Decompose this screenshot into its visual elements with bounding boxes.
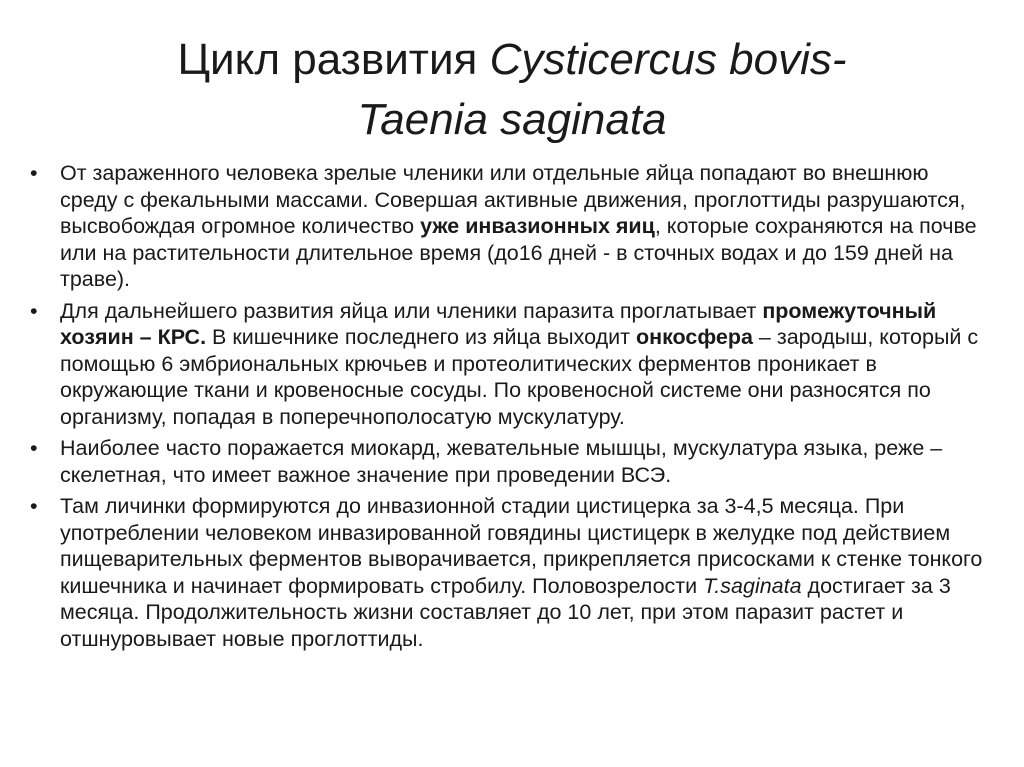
bullet-dot: • xyxy=(30,161,38,185)
bullet-dot: • xyxy=(30,494,38,518)
bullet-4-text: Там личинки формируются до инвазионной стадии цистицерка за 3-4,5 месяца. При употреблении человеком инвазированной говядины цистицерк в желудке под действием пищеварительных ферментов выворачивается, прикрепляется присосками к стенке тонкого кишечника и начинает формировать стробилу. Половозрелости xyxy=(60,494,983,598)
bullet-item-2 xyxy=(30,298,990,431)
bullet-2-text-end: – зародыш, который с помощью 6 эмбриональных крючьев и протеолитических ферментов проникает в окружающие ткани и кровеносные сосуды. По кровеносной системе они разносятся по организму, попадая в поперечнополосатую мускулатуру. xyxy=(60,325,979,429)
title-species-adult: Taenia saginata xyxy=(357,95,667,144)
bullet-1-text: От зараженного человека зрелые членики или отдельные яйца попадают во внешнюю среду с фекальными массами. Совершая активные движения, проглоттиды разрушаются, высвобождая огромное количество xyxy=(60,161,966,238)
bullet-dot: • xyxy=(30,436,38,460)
bullet-3-text: Наиболее часто поражается миокард, жевательные мышцы, мускулатура языка, реже – скелетная, что имеет важное значение при проведении ВСЭ. xyxy=(60,436,943,487)
bullet-item-3 xyxy=(30,435,990,488)
bullet-dot: • xyxy=(30,298,38,323)
bullet-2-bold-oncosphere: онкосфера xyxy=(635,325,753,349)
bullet-2-text-mid: В кишечнике последнего из яйца выходит xyxy=(206,325,636,349)
bullet-item-1 xyxy=(30,160,990,293)
title-species-larva: Cysticercus bovis- xyxy=(489,35,847,84)
bullet-2-text: Для дальнейшего развития яйца или членики паразита проглатывает xyxy=(60,298,763,323)
bullet-1-bold: уже инвазионных яиц xyxy=(420,214,655,238)
bullet-1-text-end: , которые сохраняются на почве или на растительности длительное время (до16 дней - в сточных водах и до 159 дней на траве). xyxy=(60,214,977,291)
slide-title xyxy=(40,30,984,150)
bullet-list xyxy=(30,160,990,657)
bullet-4-text-end: достигает за 3 месяца. Продолжительность жизни составляет до 10 лет, при этом паразит растет и отшнуровывает новые проглоттиды. xyxy=(60,573,951,651)
bullet-4-italic-species: T.saginata xyxy=(703,573,802,598)
bullet-item-4 xyxy=(30,493,990,652)
title-text: Цикл развития xyxy=(177,35,490,84)
bullet-2-bold-host: промежуточный хозяин – КРС. xyxy=(60,298,937,349)
